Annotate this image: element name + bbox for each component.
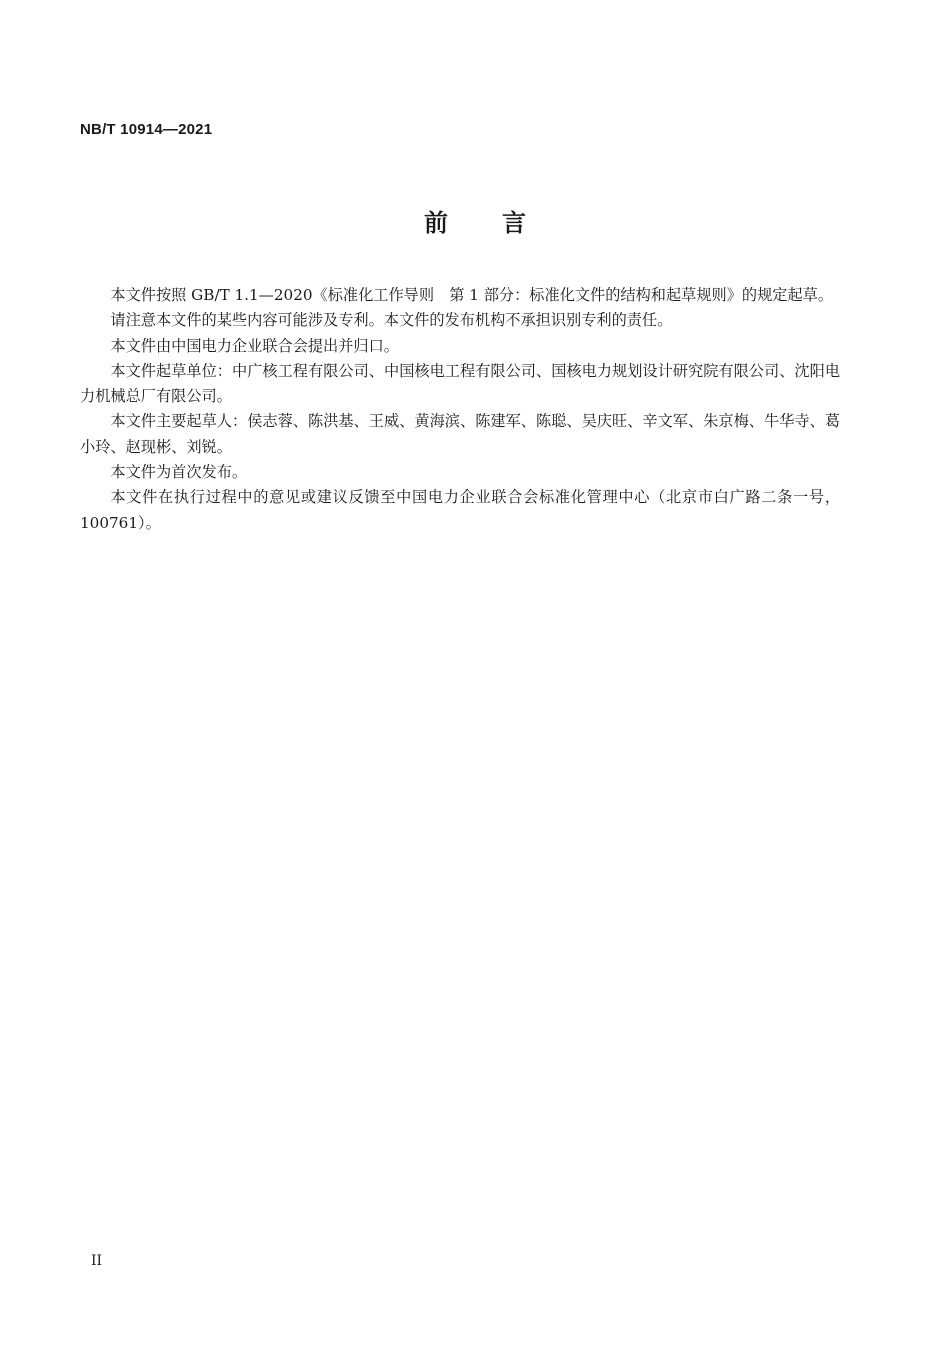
paragraph-drafting-rules: 本文件按照 GB/T 1.1—2020《标准化工作导则 第 1 部分：标准化文件的结构和起草规则》的规定起草。 [110,286,834,304]
page-number: II [91,1253,103,1269]
foreword-body [80,283,840,536]
standard-number: NB/T 10914—2021 [80,121,213,138]
paragraph-patent-notice: 请注意本文件的某些内容可能涉及专利。本文件的发布机构不承担识别专利的责任。 [110,311,673,330]
section-title-foreword: 前言 [424,209,580,237]
paragraph-feedback: 本文件在执行过程中的意见或建议反馈至中国电力企业联合会标准化管理中心（北京市白广路二条一号，100761）。 [80,488,840,532]
paragraph-proposer: 本文件由中国电力企业联合会提出并归口。 [110,336,399,355]
paragraph-first-release: 本文件为首次发布。 [110,463,248,482]
paragraph-drafting-units: 本文件起草单位：中广核工程有限公司、中国核电工程有限公司、国核电力规划设计研究院有限公司、沈阳电力机械总厂有限公司。 [80,361,840,406]
paragraph-drafters: 本文件主要起草人：侯志蓉、陈洪基、王威、黄海滨、陈建军、陈聪、吴庆旺、辛文军、朱京梅、牛华寺、葛小玲、赵现彬、刘锐。 [80,412,840,456]
